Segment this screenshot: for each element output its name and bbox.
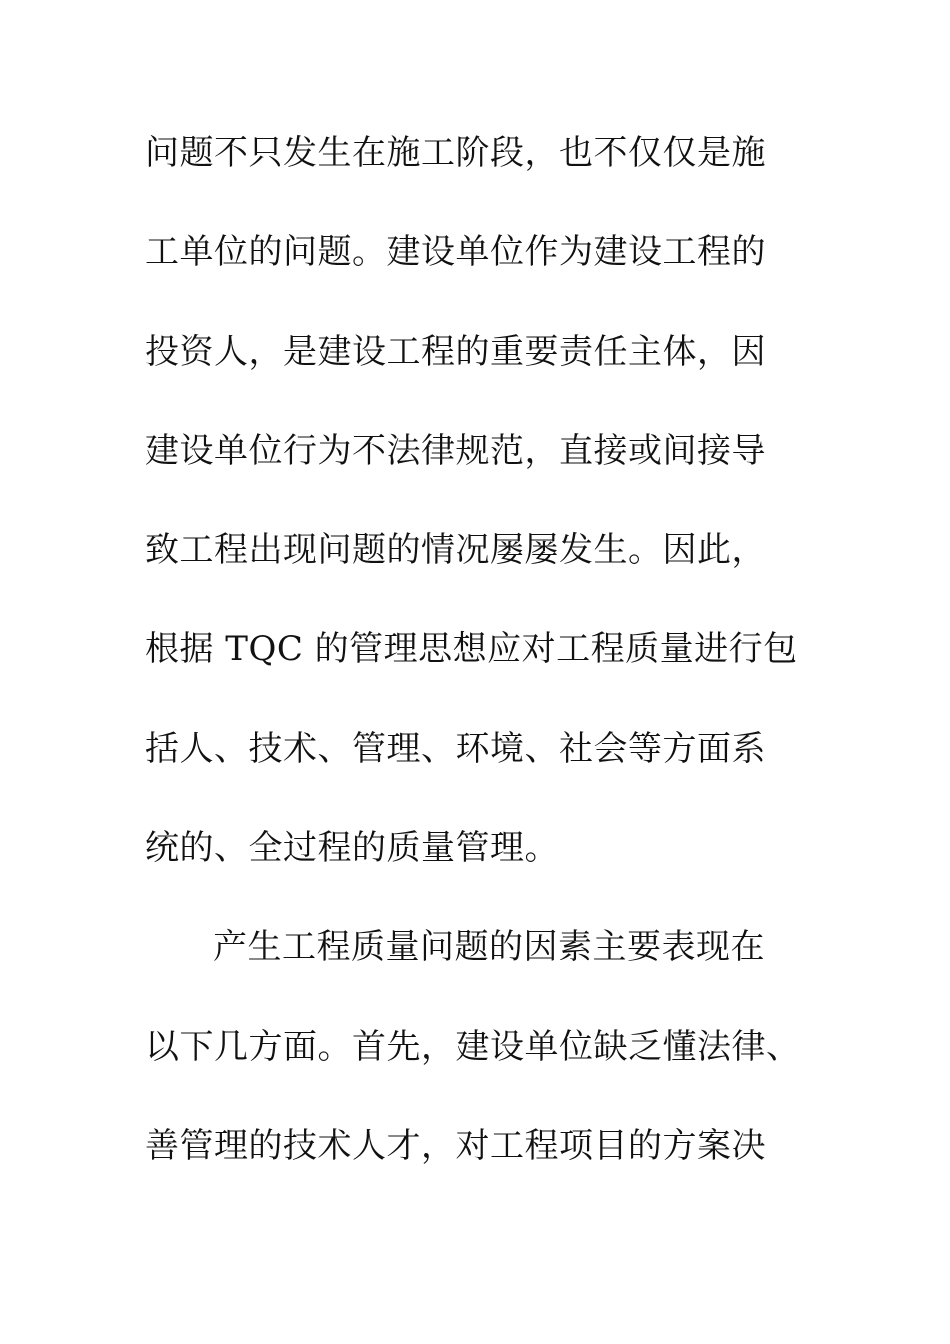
text-line: 建设单位行为不法律规范，直接或间接导 [145, 430, 766, 471]
text-line: 投资人，是建设工程的重要责任主体，因 [145, 331, 766, 372]
body-text [145, 122, 825, 1214]
text-line: 括人、技术、管理、环境、社会等方面系 [145, 728, 766, 769]
text-line: 统的、全过程的质量管理。 [145, 828, 559, 869]
text-line: 以下几方面。首先，建设单位缺乏懂法律、 [145, 1026, 801, 1067]
text-line: 问题不只发生在施工阶段，也不仅仅是施 [145, 133, 766, 173]
paragraph-start-line: 产生工程质量问题的因素主要表现在 [213, 927, 765, 968]
text-line: 致工程出现问题的情况屡屡发生。因此， [145, 530, 766, 571]
text-line: 根据 TQC 的管理思想应对工程质量进行包 [145, 629, 798, 670]
text-line: 善管理的技术人才，对工程项目的方案决 [145, 1125, 766, 1166]
text-line: 工单位的问题。建设单位作为建设工程的 [145, 232, 766, 273]
